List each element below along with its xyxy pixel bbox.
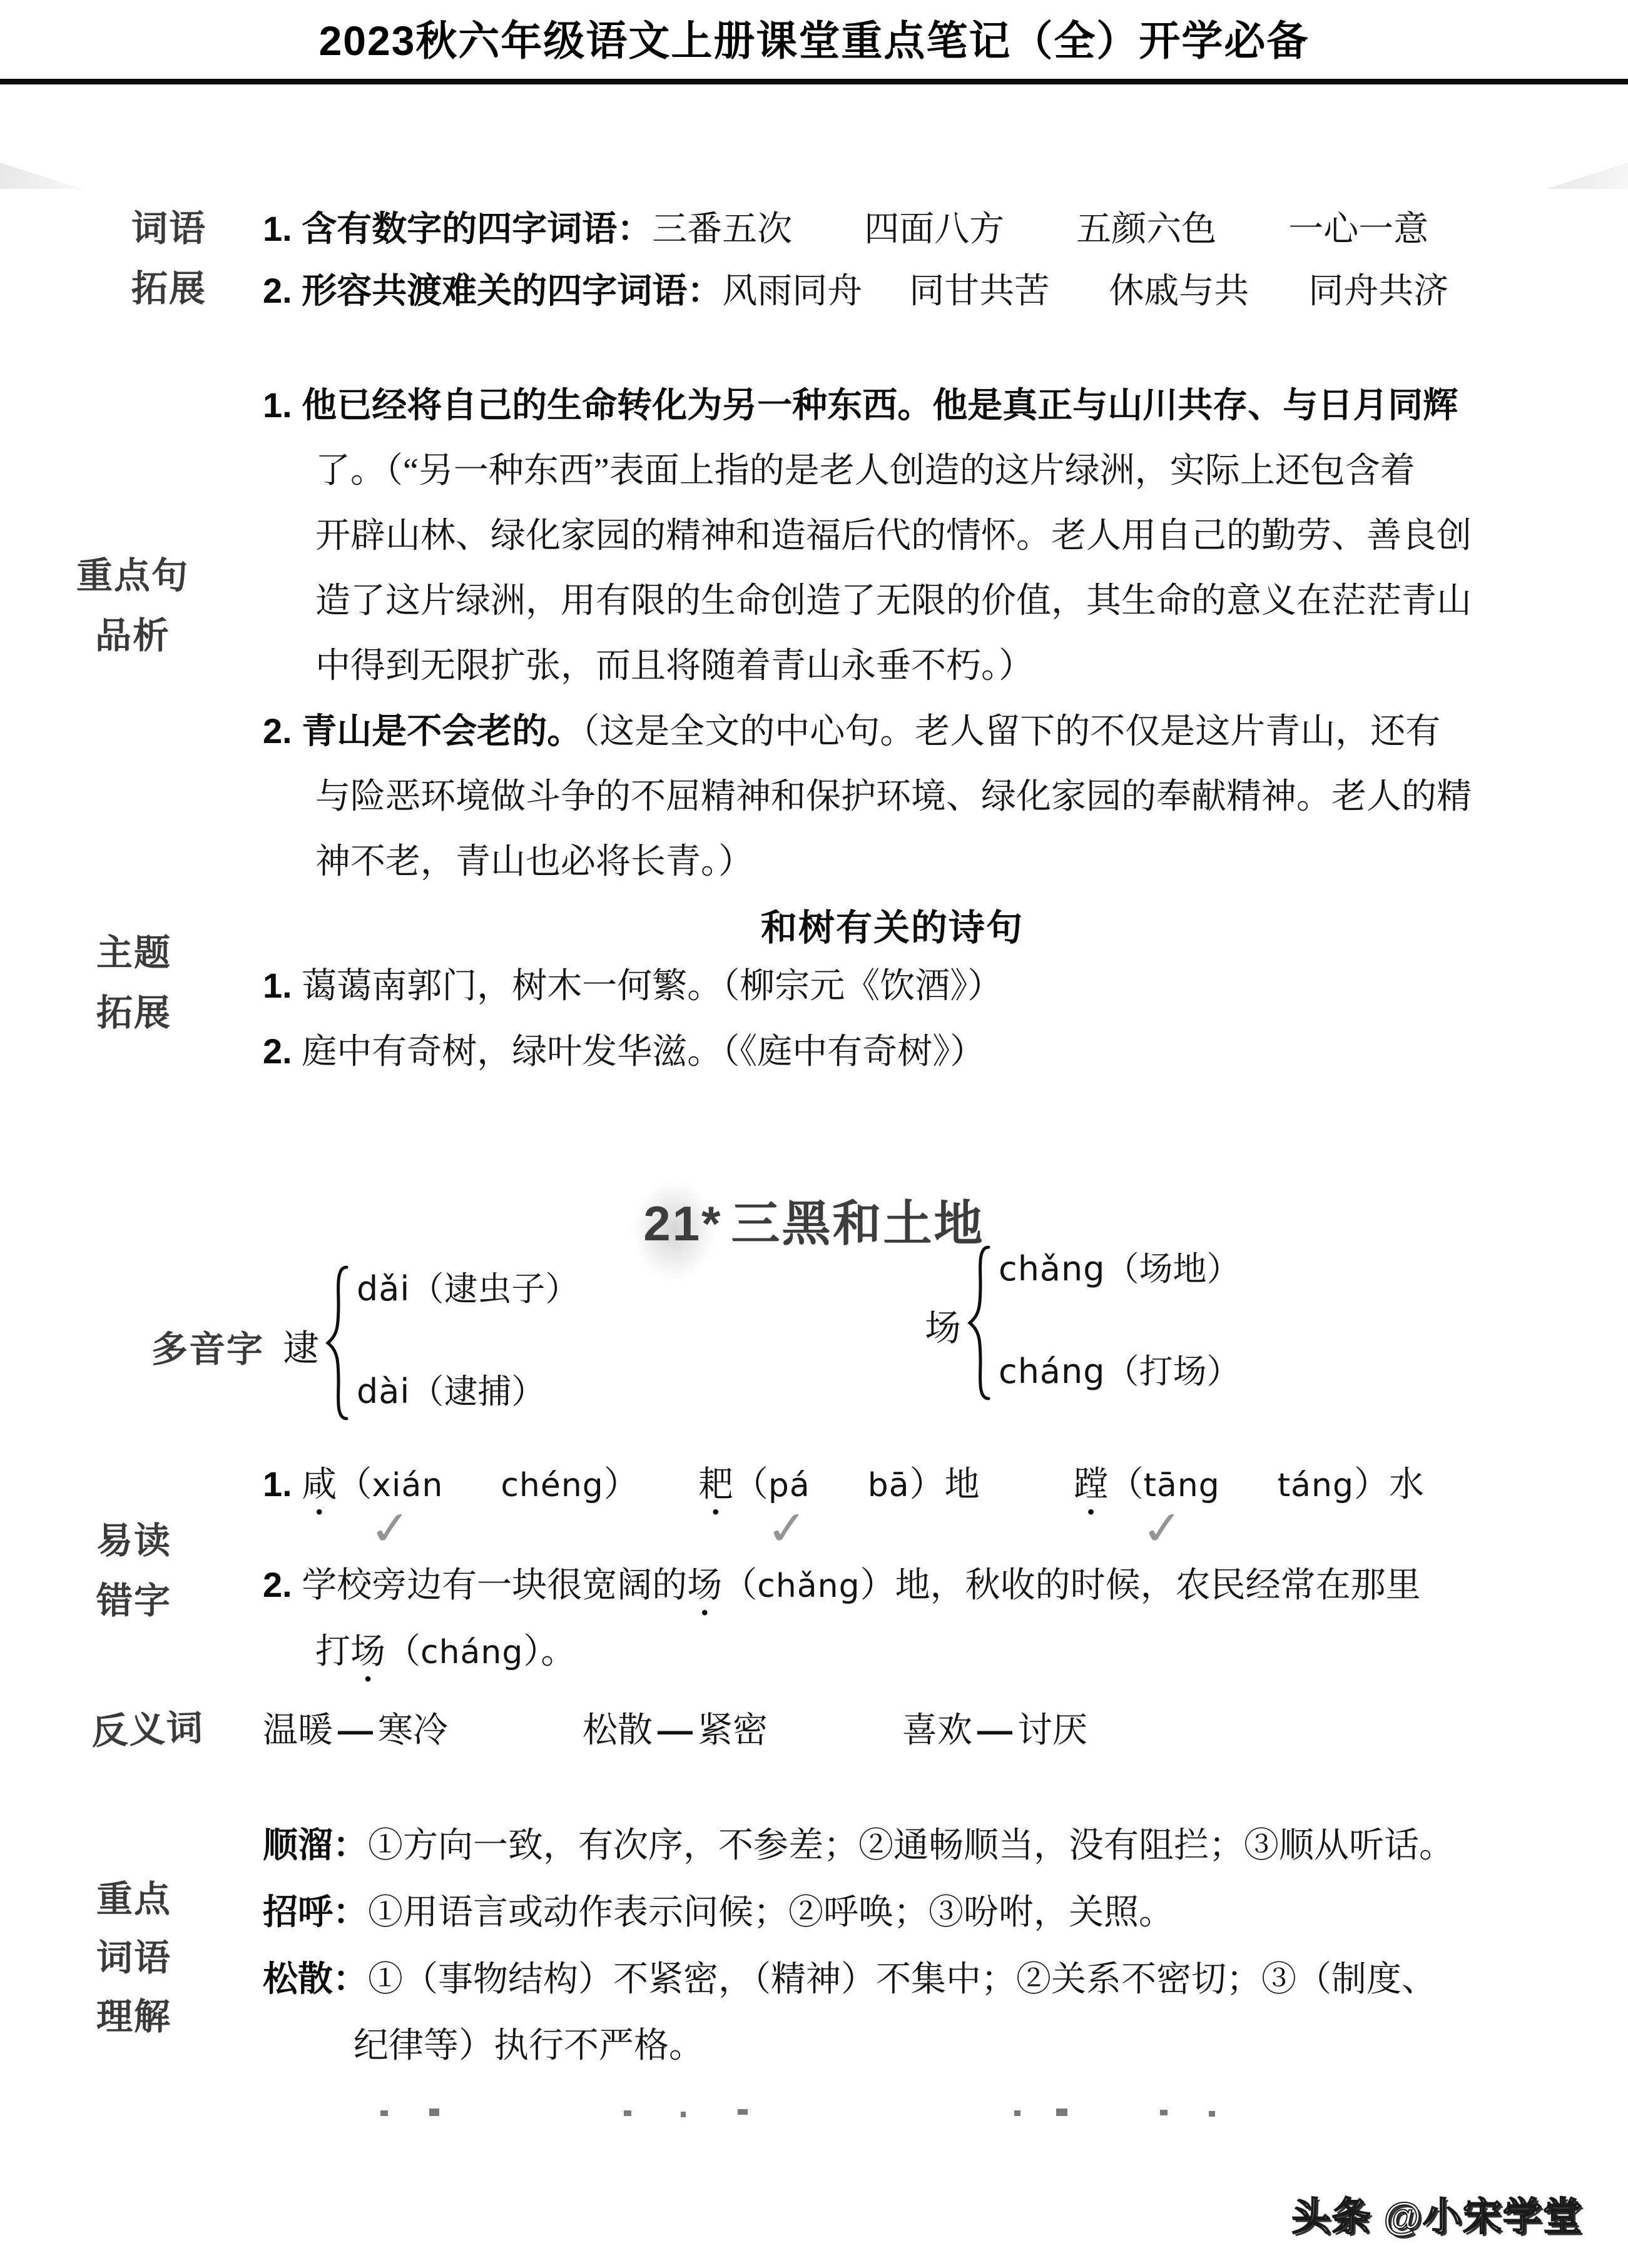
polyphonic-option (999, 1353, 1241, 1399)
text-line (263, 953, 1002, 1019)
text-segment: 2. (263, 271, 302, 310)
scan-smudge-left (0, 163, 81, 189)
text-segment: — (338, 1710, 373, 1749)
lesson-21-title (0, 1185, 1628, 1255)
checkmark-icon: ✓ (366, 1499, 416, 1557)
text-segment: 2. (263, 1565, 302, 1604)
text-segment: 紧密 (698, 1711, 768, 1750)
section-key-sentence-analysis (263, 373, 1472, 894)
section-word-expansion (263, 198, 1448, 322)
text-segment: 温暖 (263, 1711, 333, 1750)
section-label-line: 词语 (131, 208, 206, 249)
text-segment: 四面八方 (864, 210, 1005, 249)
emphasis-dot-icon: • (1087, 1499, 1095, 1524)
text-segment: 打 (315, 1633, 350, 1671)
example-word: （逮捕） (410, 1372, 546, 1410)
text-segment: 蹚 • (1073, 1466, 1109, 1524)
text-segment: 顺溜： (263, 1825, 368, 1865)
pinyin-text: pá ✓ (763, 1467, 812, 1557)
text-segment: ） (909, 1466, 945, 1504)
text-segment: 开辟山林、绿化家园的精神和造福后代的情怀。老人用自己的勤劳、善良创 (315, 517, 1472, 555)
text-line (263, 1698, 1087, 1763)
section-label-line: 错字 (96, 1581, 171, 1621)
text-segment: 咸 • (302, 1466, 337, 1524)
scan-smudge-right (1547, 163, 1628, 189)
text-segment: 招呼： (263, 1892, 368, 1931)
section-label-line: 易读 (96, 1521, 171, 1561)
label-word-expansion (100, 199, 238, 319)
text-segment: ①（事物结构）不紧密，（精神）不集中；②关系不密切；③（制度、 (368, 1960, 1437, 1999)
text-line (263, 373, 1472, 438)
section-label-line: 理解 (96, 1997, 171, 2037)
polyphonic-options (357, 1270, 579, 1419)
label-key-words-comprehension (65, 1870, 203, 2047)
section-label-line: 重点句 (76, 555, 189, 596)
text-segment: 水 (1389, 1466, 1425, 1504)
text-line (315, 829, 1472, 894)
text-segment: 一心一意 (1288, 210, 1429, 249)
text-line (263, 1879, 1454, 1946)
label-antonyms: 反义词 (90, 1707, 205, 1753)
text-segment: （ (1108, 1466, 1144, 1504)
example-word: （场地） (1105, 1250, 1241, 1288)
header-divider (0, 79, 1628, 84)
section-label-line: 词语 (96, 1938, 171, 1978)
text-segment: 地 (944, 1466, 980, 1504)
checkmark-icon: ✓ (1137, 1499, 1188, 1557)
pinyin-text: xián ✓ (366, 1467, 444, 1557)
theme-heading: 和树有关的诗句 (761, 908, 1024, 948)
text-line (315, 504, 1472, 569)
text-segment: （这是全文的中心句。老人留下的不仅是这片青山，还有 (582, 712, 1441, 751)
text-segment: ） (603, 1466, 639, 1504)
text-segment: 休戚与共 (1109, 272, 1249, 311)
text-segment: 1. (263, 209, 302, 248)
text-segment: 形容共渡难关的四字词语： (302, 271, 723, 310)
text-segment: 2. (263, 1031, 302, 1071)
text-segment: 含有数字的四字词语： (302, 209, 653, 248)
text-segment: 讨厌 (1017, 1711, 1087, 1750)
text-line (354, 2013, 1454, 2079)
text-segment: 喜欢 (902, 1711, 972, 1750)
text-segment: 庭中有奇树，绿叶发华滋。（《庭中有奇树》） (302, 1033, 985, 1071)
section-theme-expansion (263, 953, 1002, 1085)
example-word: （打场） (1105, 1352, 1241, 1390)
text-segment: 青山是不会老的。 (302, 711, 583, 751)
section-key-words-comprehension (263, 1812, 1454, 2079)
text-line (263, 699, 1472, 764)
text-segment: 1. (263, 966, 302, 1005)
example-word: （逮虫子） (410, 1270, 579, 1308)
text-line (315, 569, 1472, 634)
text-segment: 场 • (350, 1633, 385, 1691)
pinyin-text: dài (357, 1371, 410, 1411)
text-segment: ①方向一致，有次序，不参差；②通畅顺当，没有阻拦；③顺从听话。 (368, 1826, 1454, 1865)
text-segment: 耙 • (698, 1466, 733, 1524)
pinyin-text: cháng (420, 1634, 524, 1671)
text-segment: 寒冷 (378, 1711, 448, 1750)
pinyin-text: táng (1277, 1467, 1355, 1504)
text-segment: 场 • (687, 1566, 723, 1625)
polyphonic-character: 逮 (283, 1327, 320, 1369)
text-line (315, 1619, 1424, 1691)
pinyin-text: dǎi (357, 1268, 410, 1309)
text-segment: 2. (263, 711, 302, 751)
text-segment: 五颜六色 (1076, 210, 1217, 249)
text-segment: 学校旁边有一块很宽阔的 (302, 1566, 688, 1605)
text-segment: 1. (263, 385, 302, 425)
polyphonic-group-dai (283, 1265, 579, 1424)
text-line (263, 1946, 1454, 2013)
pinyin-text: chéng (501, 1467, 604, 1504)
section-label-line: 拓展 (131, 268, 206, 309)
text-line (263, 260, 1448, 322)
pinyin-text: chǎng (999, 1248, 1106, 1288)
text-segment: 风雨同舟 (722, 272, 863, 311)
pinyin-text: bā (867, 1467, 910, 1504)
emphasis-dot-icon: • (711, 1499, 720, 1524)
text-segment: 了。（“另一种东西”表面上指的是老人创造的这片绿洲，实际上还包含着 (315, 452, 1415, 490)
text-segment: — (658, 1710, 693, 1749)
label-theme-expansion (65, 923, 203, 1043)
brace-icon (324, 1265, 350, 1424)
text-segment: （ (722, 1566, 758, 1605)
text-line (263, 1019, 1002, 1085)
lesson-title-text: 三黑和土地 (731, 1196, 985, 1251)
text-segment: 同甘共苦 (909, 272, 1050, 311)
emphasis-dot-icon: • (364, 1666, 372, 1691)
section-antonyms (263, 1698, 1087, 1763)
text-segment: 同舟共济 (1308, 272, 1449, 311)
text-segment: 与险恶环境做斗争的不屈精神和保护环境、绿化家园的奉献精神。老人的精 (315, 777, 1472, 816)
pinyin-text: tāng ✓ (1137, 1467, 1220, 1557)
text-line (315, 438, 1472, 504)
text-segment: 1. (263, 1464, 302, 1504)
text-segment: （ (733, 1466, 768, 1504)
text-segment: （ (337, 1466, 372, 1504)
section-easily-misread (263, 1452, 1425, 1691)
text-segment: 蔼蔼南郭门，树木一何繁。（柳宗元《饮酒》） (302, 967, 1003, 1006)
text-segment: 纪律等）执行不严格。 (354, 2027, 704, 2065)
polyphonic-character: 场 (925, 1307, 962, 1349)
text-segment: ）地，秋收的时候，农民经常在那里 (860, 1566, 1421, 1605)
text-segment: （ (385, 1633, 420, 1671)
polyphonic-group-chang (925, 1245, 1241, 1404)
polyphonic-option (357, 1373, 579, 1419)
text-segment: 神不老，青山也必将长青。） (315, 843, 753, 881)
text-segment: 松散： (263, 1959, 368, 1998)
section-label-line: 品析 (94, 615, 170, 656)
text-segment: 中得到无限扩张，而且将随着青山永垂不朽。） (315, 647, 1034, 686)
text-segment: 三番五次 (652, 210, 793, 249)
emphasis-dot-icon: • (700, 1600, 709, 1625)
pinyin-text: chǎng (757, 1567, 860, 1605)
page-title: 2023秋六年级语文上册课堂重点笔记（全）开学必备 (318, 18, 1310, 64)
section-label-line: 重点 (96, 1879, 171, 1920)
polyphonic-options (999, 1250, 1241, 1399)
polyphonic-option (999, 1250, 1241, 1297)
label-easily-misread (65, 1511, 203, 1631)
polyphonic-option (357, 1270, 579, 1317)
section-label-line: 拓展 (96, 993, 171, 1033)
text-line (263, 198, 1448, 260)
text-segment: — (977, 1710, 1012, 1749)
label-key-sentence-analysis (64, 546, 201, 666)
text-segment: ①用语言或动作表示问候；②呼唤；③吩咐，关照。 (368, 1893, 1174, 1932)
text-line (263, 1552, 1424, 1625)
pinyin-text: cháng (999, 1351, 1106, 1391)
text-segment: 造了这片绿洲，用有限的生命创造了无限的价值，其生命的意义在茫茫青山 (315, 582, 1472, 620)
text-segment: 松散 (583, 1711, 653, 1750)
brace-icon (966, 1245, 992, 1404)
text-segment: ）。 (523, 1633, 576, 1671)
checkmark-icon: ✓ (763, 1499, 812, 1557)
text-segment: 他已经将自己的生命转化为另一种东西。他是真正与山川共存、与日月同辉 (302, 385, 1458, 425)
text-line (263, 1812, 1454, 1879)
text-line (315, 764, 1472, 829)
text-segment: ） (1354, 1466, 1390, 1504)
section-label-line: 主题 (96, 933, 171, 973)
text-line (263, 1452, 1425, 1557)
emphasis-dot-icon: • (315, 1499, 323, 1524)
lesson-number: 21* (643, 1196, 723, 1251)
label-polyphonic-characters: 多音字 (151, 1329, 264, 1370)
watermark: 头条 @小宋学堂 (1291, 2195, 1583, 2239)
text-line (315, 634, 1472, 699)
